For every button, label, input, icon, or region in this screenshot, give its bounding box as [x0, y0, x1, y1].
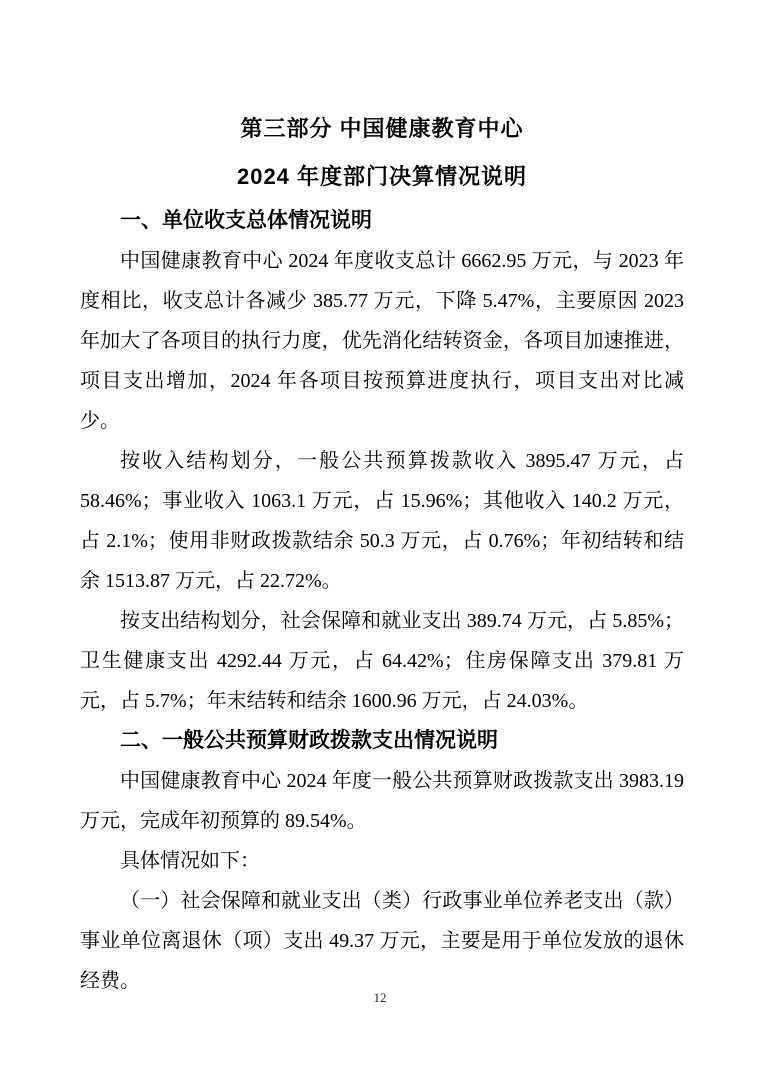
section-1-paragraph-2: 按收入结构划分，一般公共预算拨款收入 3895.47 万元，占 58.46%；事业收入 1063.1 万元，占 15.96%；其他收入 140.2 万元，占 2.1%；使用非财政拨款结余 50.3 万元，占 0.76%；年初结转和结余 1513.87 万元，占 22.72%。 [80, 450, 684, 592]
section-2-heading: 二、一般公共预算财政拨款支出情况说明 [120, 729, 498, 752]
section-1-paragraph-3: 按支出结构划分，社会保障和就业支出 389.74 万元，占 5.85%；卫生健康支出 4292.44 万元，占 64.42%；住房保障支出 379.81 万元，占 5.7%；年末结转和结余 1600.96 万元，占 24.03%。 [80, 610, 684, 712]
section-2-paragraph-2: 具体情况如下： [120, 850, 260, 872]
section-1-heading: 一、单位收支总体情况说明 [120, 209, 372, 232]
page-number: 12 [373, 990, 387, 1005]
section-2-paragraph-3: （一）社会保障和就业支出（类）行政事业单位养老支出（款）事业单位离退休（项）支出 49.37 万元，主要是用于单位发放的退休经费。 [80, 890, 684, 992]
section-1-paragraph-1: 中国健康教育中心 2024 年度收支总计 6662.95 万元，与 2023 年度相比，收支总计各减少 385.77 万元，下降 5.47%，主要原因 2023 年加大了各项目的执行力度，优先消化结转资金，各项目加速推进，项目支出增加，2024 年各项目按预算进度执行，项目支出对比减少。 [80, 250, 684, 432]
section-2-paragraph-1: 中国健康教育中心 2024 年度一般公共预算财政拨款支出 3983.19 万元，完成年初预算的 89.54%。 [80, 770, 684, 832]
document-subtitle: 2024 年度部门决算情况说明 [236, 164, 528, 189]
document-title: 第三部分 中国健康教育中心 [240, 116, 524, 141]
